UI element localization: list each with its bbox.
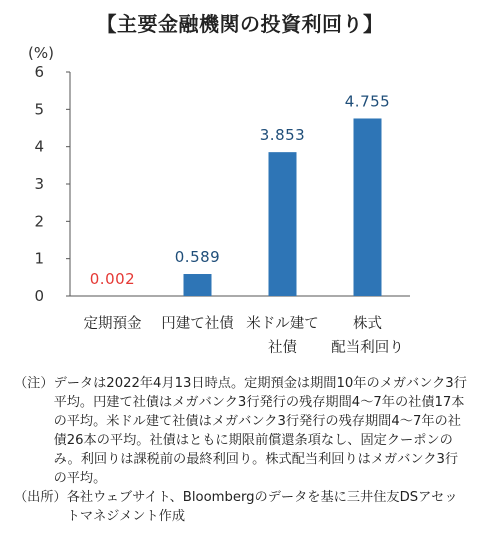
y-tick-label: 5	[34, 100, 44, 119]
x-tick-label: 円建て社債	[161, 316, 234, 332]
y-axis-unit: (%)	[28, 44, 54, 62]
x-tick-label: 定期預金	[83, 316, 142, 332]
bar	[354, 118, 382, 296]
note-row	[14, 374, 470, 488]
y-tick-label: 6	[34, 63, 44, 81]
x-tick-label: 社債	[268, 340, 297, 356]
source-row	[14, 488, 470, 526]
x-tick-label: 配当利回り	[331, 340, 404, 356]
data-label: 4.755	[344, 92, 391, 111]
bar	[184, 274, 212, 296]
note-text: データは2022年4月13日時点。定期預金は期間10年のメガバンク3行平均。円建て社債はメガバンク3行発行の残存期間4～7年の社債17本の平均。米ドル建て社債はメガバンク3行発行の残存期間4～7年の社債26本の平均。社債はともに期限前償還条項なし、固定クーポンのみ。利回りは課税前の最終利回り。株式配当利回りはメガバンク3行の平均。	[53, 376, 467, 486]
y-tick-label: 1	[34, 249, 44, 268]
data-label: 0.002	[89, 269, 136, 288]
y-tick-label: 4	[34, 137, 44, 156]
y-tick-label: 2	[34, 212, 44, 231]
x-tick-label: 米ドル建て	[246, 316, 319, 332]
source-label: （出所）	[14, 490, 67, 505]
x-tick-label: 株式	[353, 316, 382, 332]
y-tick-label: 3	[34, 175, 44, 193]
source-text: 各社ウェブサイト、Bloombergのデータを基に三井住友DSアセットマネジメント作成	[66, 490, 458, 524]
data-label: 3.853	[259, 126, 306, 145]
notes-section	[14, 374, 470, 526]
y-tick-label: 0	[34, 287, 44, 305]
data-label: 0.589	[174, 248, 221, 267]
chart-title: 【主要金融機関の投資利回り】	[96, 12, 384, 36]
bar	[269, 152, 297, 296]
note-label: （注）	[14, 376, 54, 391]
